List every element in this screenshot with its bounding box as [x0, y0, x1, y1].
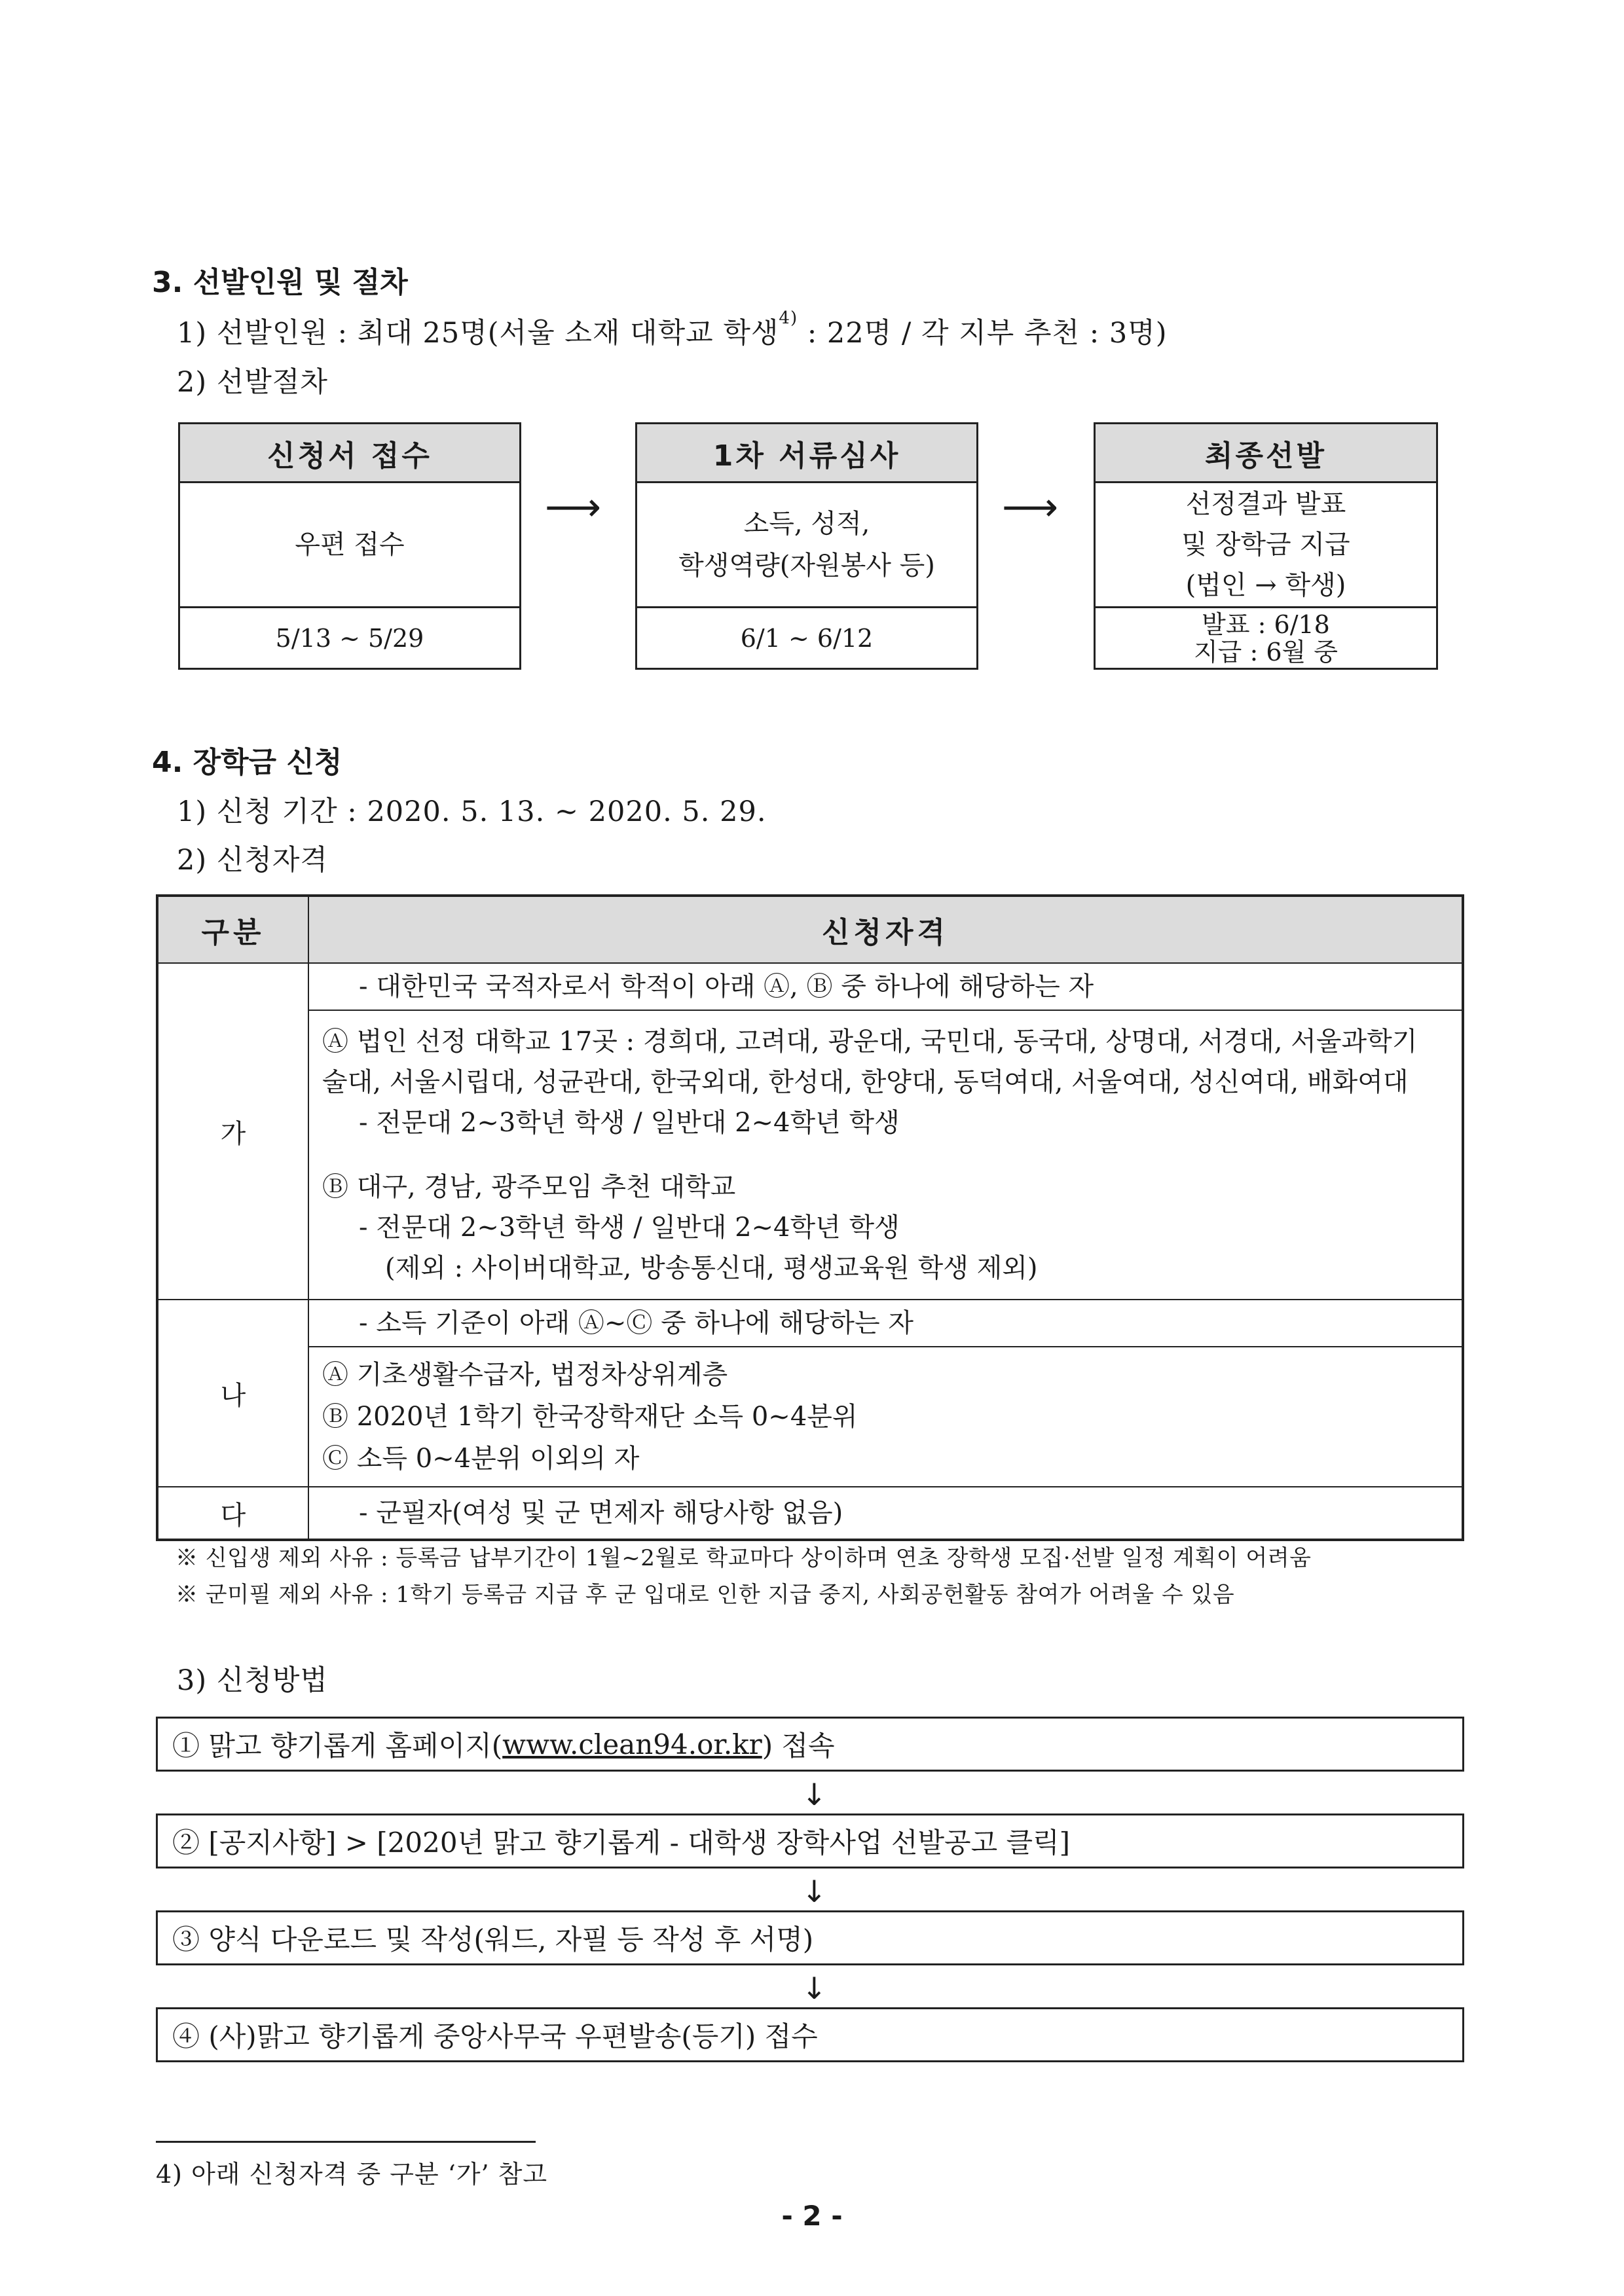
na-a-line: Ⓐ 기초생활수급자, 법정차상위계층 — [322, 1360, 728, 1390]
flow-body-line: 및 장학금 지급 — [1181, 530, 1350, 560]
step-2: ② [공지사항] > [2020년 맑고 향기롭게 - 대학생 장학사업 선발공고 클릭] — [156, 1813, 1464, 1868]
flow-box-date — [1096, 606, 1436, 668]
footnote-divider — [156, 2141, 536, 2143]
ga-details — [308, 1010, 1463, 1300]
down-arrow-icon: ↓ — [802, 1777, 827, 1812]
section4-item3: 3) 신청방법 — [177, 1664, 328, 1697]
category-na: 나 — [157, 1300, 308, 1487]
flow-body-line: 소득, 성적, — [743, 509, 870, 539]
category-ga: 가 — [157, 963, 308, 1300]
da-text: - 군필자(여성 및 군 면제자 해당사항 없음) — [359, 1498, 843, 1528]
na-c-line: Ⓒ 소득 0~4분위 이외의 자 — [322, 1444, 640, 1474]
flow-date-line: 지급 : 6월 중 — [1193, 637, 1338, 666]
na-details — [308, 1347, 1463, 1487]
note-freshman: ※ 신입생 제외 사유 : 등록금 납부기간이 1월~2월로 학교마다 상이하며 연초 장학생 모집·선발 일정 계획이 어려움 — [175, 1545, 1312, 1571]
category-da: 다 — [157, 1487, 308, 1540]
note-military: ※ 군미필 제외 사유 : 1학기 등록금 지급 후 군 입대로 인한 지급 중지, 사회공헌활동 참여가 어려울 수 있음 — [175, 1582, 1235, 1608]
flow-box-head: 1차 서류심사 — [637, 424, 976, 483]
homepage-link[interactable]: www.clean94.or.kr — [502, 1728, 762, 1760]
section4-title: 4. 장학금 신청 — [152, 746, 342, 779]
page-number: - 2 - — [781, 2200, 843, 2232]
section4-item2: 2) 신청자격 — [177, 844, 328, 877]
flow-box-final-selection — [1094, 422, 1438, 670]
table-row — [157, 1010, 1463, 1300]
header-eligibility: 신청자격 — [308, 896, 1463, 963]
down-arrow-icon: ↓ — [802, 1971, 827, 2006]
step-1 — [156, 1717, 1464, 1772]
table-header-row — [157, 896, 1463, 963]
right-arrow-icon: ⟶ — [1002, 484, 1059, 530]
flow-date-line: 6/1 ~ 6/12 — [740, 623, 874, 653]
header-category: 구분 — [157, 896, 308, 963]
step1-text: ① 맑고 향기롭게 홈페이지( — [172, 1730, 503, 1762]
ga-intro — [308, 963, 1463, 1010]
step1-text-end: ) 접속 — [762, 1730, 835, 1762]
ga-a-line3: - 전문대 2~3학년 학생 / 일반대 2~4학년 학생 — [359, 1108, 900, 1138]
footnote-ref: 4) — [779, 308, 798, 328]
table-row — [157, 963, 1463, 1010]
flow-box-body — [1096, 483, 1436, 606]
item1-text: 1) 선발인원 : 최대 25명(서울 소재 대학교 학생 — [177, 317, 779, 350]
ga-a-line2: 술대, 서울시립대, 성균관대, 한국외대, 한성대, 한양대, 동덕여대, 서울여대, 성신여대, 배화여대 — [322, 1067, 1409, 1097]
flow-date-line: 5/13 ~ 5/29 — [275, 623, 424, 653]
na-intro — [308, 1300, 1463, 1347]
ga-b-line1: Ⓑ 대구, 경남, 광주모임 추천 대학교 — [322, 1172, 736, 1202]
section3-item1 — [177, 308, 1168, 351]
step-3: ③ 양식 다운로드 및 작성(워드, 자필 등 작성 후 서명) — [156, 1910, 1464, 1965]
section4-item1: 1) 신청 기간 : 2020. 5. 13. ~ 2020. 5. 29. — [177, 795, 767, 828]
section3-item2: 2) 선발절차 — [177, 366, 328, 399]
right-arrow-icon: ⟶ — [545, 484, 602, 530]
da-details — [308, 1487, 1463, 1540]
flow-box-body — [180, 483, 519, 606]
ga-a-line1: Ⓐ 법인 선정 대학교 17곳 : 경희대, 고려대, 광운대, 국민대, 동국대, 상명대, 서경대, 서울과학기 — [322, 1027, 1418, 1057]
table-row — [157, 1300, 1463, 1347]
na-b-line: Ⓑ 2020년 1학기 한국장학재단 소득 0~4분위 — [322, 1402, 858, 1432]
item1-text-end: : 22명 / 각 지부 추천 : 3명) — [798, 317, 1168, 350]
eligibility-table — [156, 894, 1464, 1541]
ga-b-line2: - 전문대 2~3학년 학생 / 일반대 2~4학년 학생 — [359, 1212, 900, 1243]
table-row — [157, 1487, 1463, 1540]
step-4: ④ (사)맑고 향기롭게 중앙사무국 우편발송(등기) 접수 — [156, 2007, 1464, 2062]
flow-box-head: 신청서 접수 — [180, 424, 519, 483]
section3-title: 3. 선발인원 및 절차 — [152, 266, 408, 299]
flow-box-date — [180, 606, 519, 668]
flow-box-application — [178, 422, 521, 670]
flow-box-document-review — [635, 422, 978, 670]
ga-b-line3: (제외 : 사이버대학교, 방송통신대, 평생교육원 학생 제외) — [385, 1253, 1038, 1283]
ga-intro-text: - 대한민국 국적자로서 학적이 아래 Ⓐ, Ⓑ 중 하나에 해당하는 자 — [359, 972, 1094, 1002]
flow-body-line: 선정결과 발표 — [1185, 489, 1346, 519]
flow-body-line: 우편 접수 — [295, 530, 405, 560]
table-row — [157, 1347, 1463, 1487]
flow-box-body — [637, 483, 976, 606]
flow-date-line: 발표 : 6/18 — [1202, 610, 1330, 639]
flow-box-head: 최종선발 — [1096, 424, 1436, 483]
na-intro-text: - 소득 기준이 아래 Ⓐ~Ⓒ 중 하나에 해당하는 자 — [359, 1308, 913, 1338]
flow-body-line: 학생역량(자원봉사 등) — [678, 551, 935, 581]
flow-box-date — [637, 606, 976, 668]
down-arrow-icon: ↓ — [802, 1874, 827, 1909]
flow-body-line: (법인 → 학생) — [1185, 570, 1346, 600]
footnote: 4) 아래 신청자격 중 구분 ‘가’ 참고 — [156, 2160, 548, 2189]
